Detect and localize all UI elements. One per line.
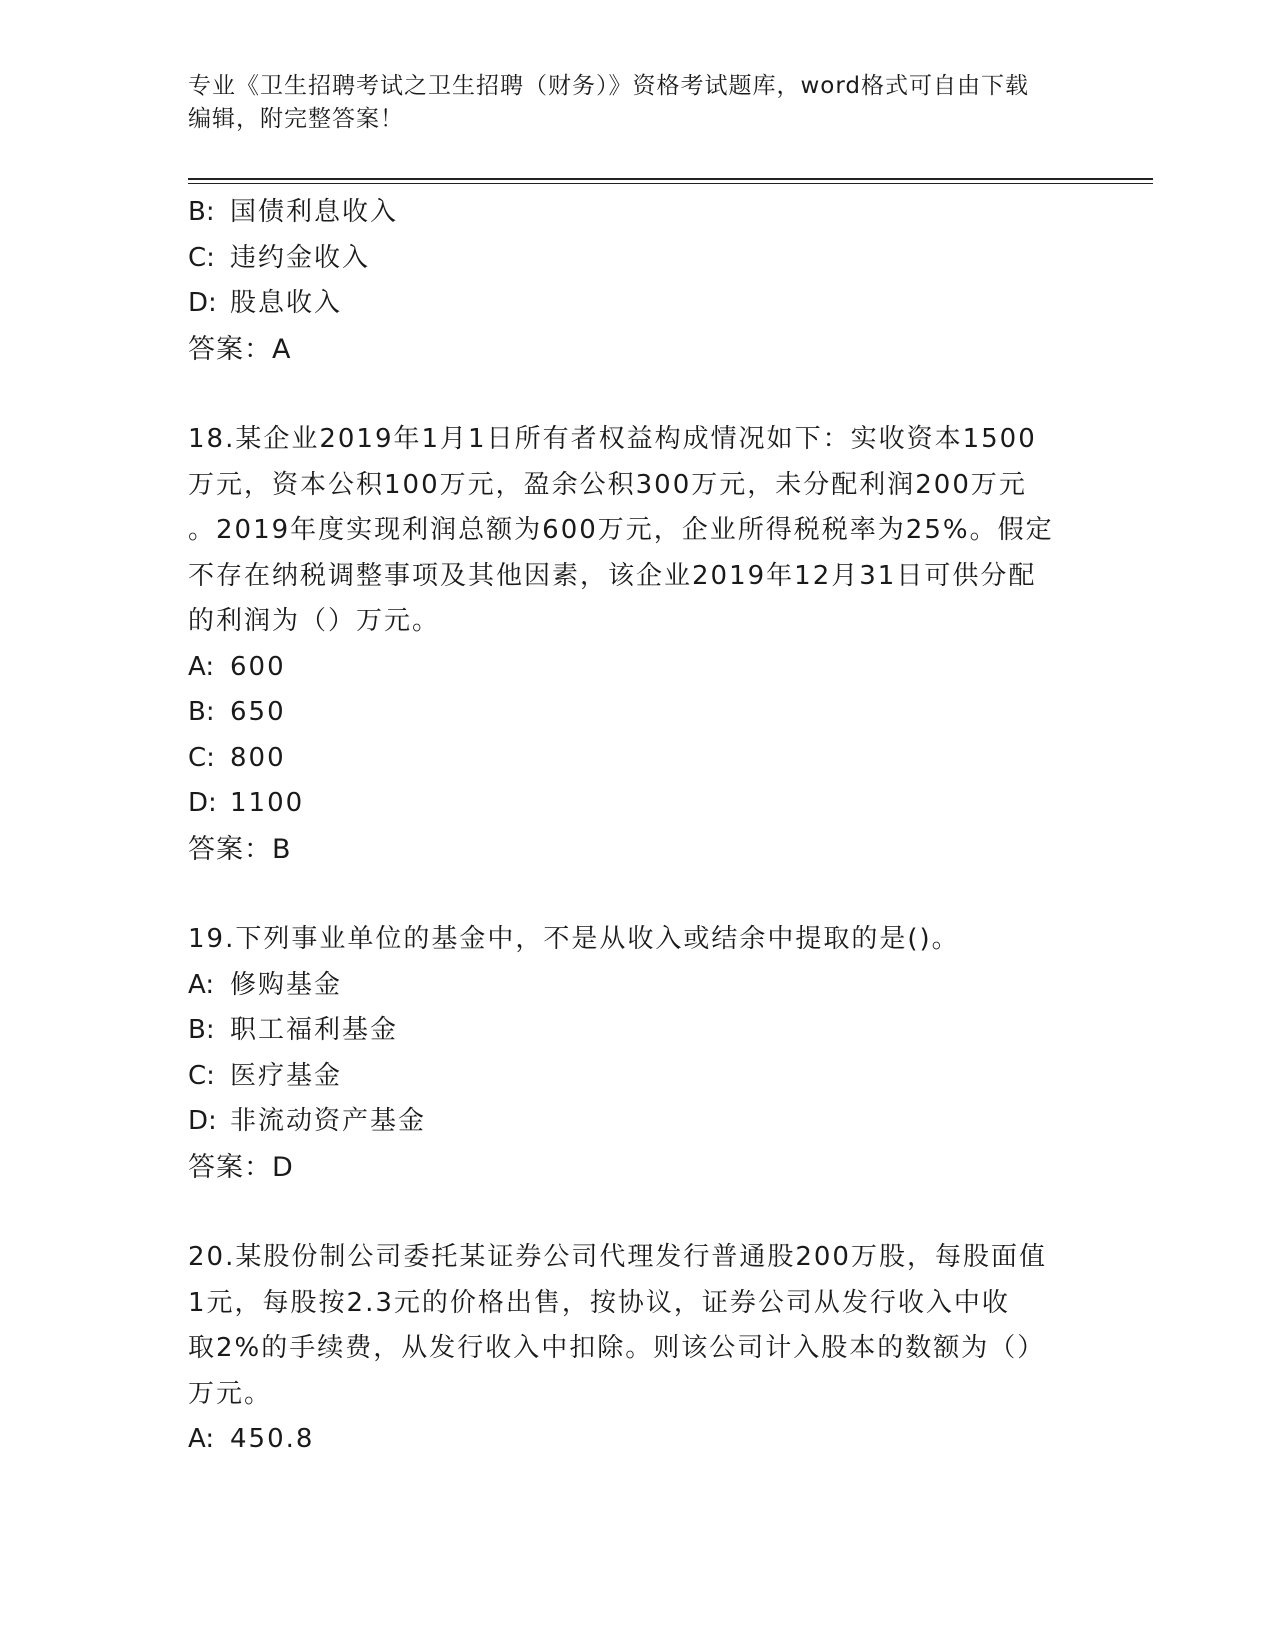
spacer <box>188 872 1083 917</box>
question-stem-line: 万元。 <box>188 1378 273 1409</box>
question-stem-line: 的利润为（）万元。 <box>188 606 441 636</box>
header-line-1: 专业《卫生招聘考试之卫生招聘（财务）》资格考试题库，word格式可自由下载 <box>188 73 1030 99</box>
option-d: D: 股息收入 <box>188 288 343 318</box>
option-a: A: 450.8 <box>188 1424 315 1454</box>
question-19 <box>188 917 1083 1190</box>
option-c: C: 医疗基金 <box>188 1060 343 1091</box>
option-b: B: 650 <box>188 697 286 727</box>
question-stem-line: 19.下列事业单位的基金中，不是从收入或结余中提取的是()。 <box>188 924 960 954</box>
option-d: D: 1100 <box>188 788 305 818</box>
option-d: D: 非流动资产基金 <box>188 1106 427 1136</box>
question-stem-line: 。2019年度实现利润总额为600万元，企业所得税税率为25%。假定 <box>188 515 1054 545</box>
question-stem-line: 18.某企业2019年1月1日所有者权益构成情况如下：实收资本1500 <box>188 424 1037 454</box>
question-content <box>188 190 1083 1463</box>
option-c: C: 800 <box>188 742 286 773</box>
option-b: B: 职工福利基金 <box>188 1015 399 1045</box>
header-divider-thick <box>188 178 1153 180</box>
option-c: C: 违约金收入 <box>188 242 371 273</box>
spacer <box>188 1190 1083 1235</box>
question-stem-line: 万元，资本公积100万元，盈余公积300万元，未分配利润200万元 <box>188 469 1027 500</box>
question-stem-line: 1元，每股按2.3元的价格出售，按协议，证券公司从发行收入中收 <box>188 1287 1010 1318</box>
question-stem-line: 取2%的手续费，从发行收入中扣除。则该公司计入股本的数额为（） <box>188 1333 1046 1363</box>
question-stem-line: 不存在纳税调整事项及其他因素，该企业2019年12月31日可供分配 <box>188 560 1037 591</box>
question-stem-line: 20.某股份制公司委托某证券公司代理发行普通股200万股，每股面值 <box>188 1242 1047 1272</box>
option-a: A: 修购基金 <box>188 969 343 1000</box>
answer-label: 答案：A <box>188 333 292 365</box>
option-b: B: 国债利息收入 <box>188 197 399 227</box>
answer-label: 答案：D <box>188 1151 294 1183</box>
question-20 <box>188 1235 1083 1463</box>
option-a: A: 600 <box>188 651 286 682</box>
question-18 <box>188 417 1083 872</box>
question-17-partial <box>188 190 1083 372</box>
spacer <box>188 372 1083 417</box>
header-line-2: 编辑，附完整答案！ <box>188 106 404 132</box>
document-header <box>188 70 1088 136</box>
header-divider-thin <box>188 183 1153 184</box>
answer-label: 答案：B <box>188 833 292 865</box>
